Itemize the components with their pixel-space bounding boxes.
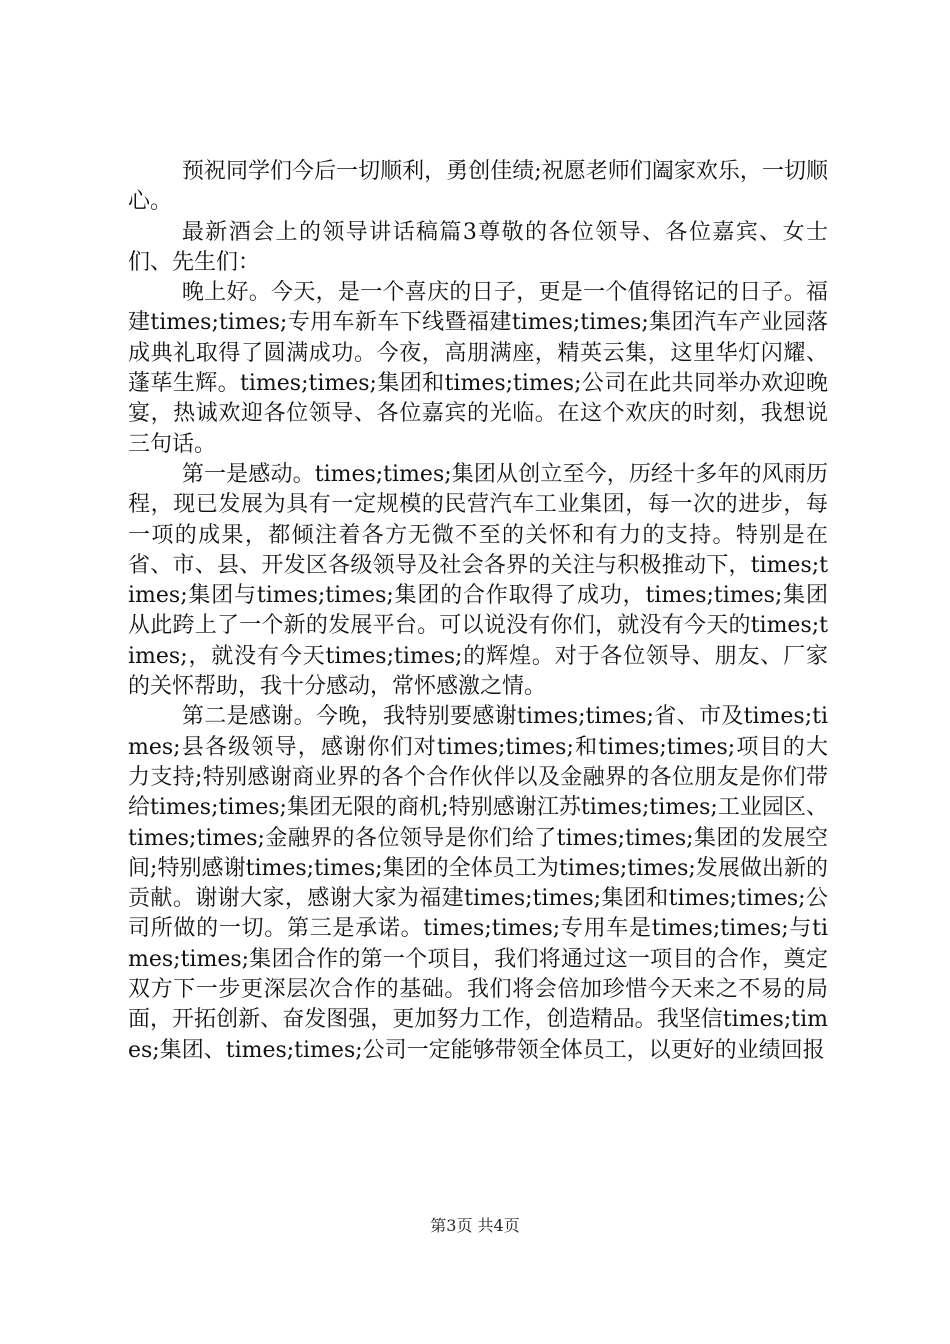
paragraph: 晚上好。今天，是一个喜庆的日子，更是一个值得铭记的日子。福建times;times;专用车新车下线暨福建times;times;集团汽车产业园落成典礼取得了圆满成功。今夜，高朋满座，精英云集，这里华灯闪耀、蓬荜生辉。times;times;集团和times;times;公司在此共同举办欢迎晚宴，热诚欢迎各位领导、各位嘉宾的光临。在这个欢庆的时刻，我想说三句话。 <box>128 280 828 457</box>
body-text <box>128 157 828 1066</box>
paragraph: 最新酒会上的领导讲话稿篇3尊敬的各位领导、各位嘉宾、女士们、先生们： <box>128 219 828 275</box>
paragraph: 第一是感动。times;times;集团从创立至今，历经十多年的风雨历程，现已发展为具有一定规模的民营汽车工业集团，每一次的进步，每一项的成果，都倾注着各方无微不至的关怀和有力的支持。特别是在省、市、县、开发区各级领导及社会各界的关注与积极推动下，times;times;集团与times;times;集团的合作取得了成功，times;times;集团从此跨上了一个新的发展平台。可以说没有你们，就没有今天的times;times;，就没有今天times;times;的辉煌。对于各位领导、朋友、厂家的关怀帮助，我十分感动，常怀感激之情。 <box>128 461 828 700</box>
page-footer: 第3页 共4页 <box>430 1216 520 1235</box>
paragraph: 第二是感谢。今晚，我特别要感谢times;times;省、市及times;times;县各级领导，感谢你们对times;times;和times;times;项目的大力支持;特别感谢商业界的各个合作伙伴以及金融界的各位朋友是你们带给times;times;集团无限的商机;特别感谢江苏times;times;工业园区、times;times;金融界的各位领导是你们给了times;times;集团的发展空间;特别感谢times;times;集团的全体员工为times;times;发展做出新的贡献。谢谢大家，感谢大家为福建times;times;集团和times;times;公司所做的一切。第三是承诺。times;times;专用车是times;times;与times;times;集团合作的第一个项目，我们将通过这一项目的合作，奠定双方下一步更深层次合作的基础。我们将会倍加珍惜今天来之不易的局面，开拓创新、奋发图强，更加努力工作，创造精品。我坚信times;times;集团、times;times;公司一定能够带领全体员工，以更好的业绩回报 <box>128 704 828 1063</box>
paragraph: 预祝同学们今后一切顺利，勇创佳绩;祝愿老师们阖家欢乐，一切顺心。 <box>128 159 828 215</box>
